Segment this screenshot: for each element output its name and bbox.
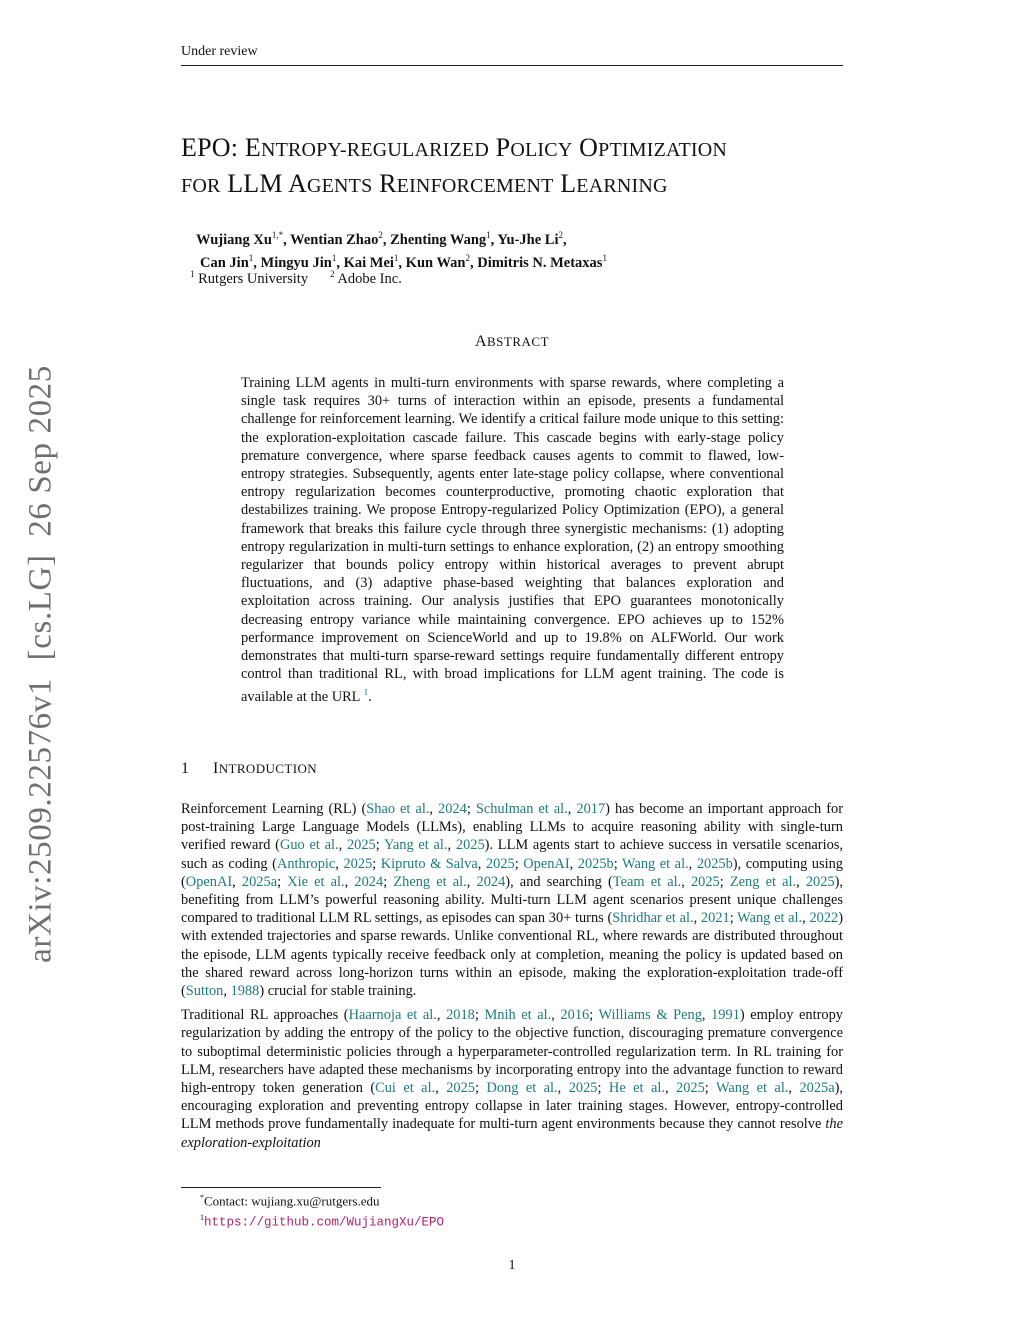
citation-link[interactable]: Anthropic (276, 855, 336, 872)
citation-link[interactable]: 2025a (241, 873, 278, 890)
author-affiliation-mark: 1 (393, 252, 399, 263)
running-head: Under review (181, 44, 258, 59)
citation-link[interactable]: 2025 (346, 837, 376, 854)
abstract-text: Training LLM agents in multi-turn environments with sparse rewards, where completing a single task requires 30+ turns of interaction within an episode, presents a fundamental challenge for reinforcement learning. We identify a critical failure mode unique to this setting: the exploration-exploitation cascade failure. This cascade begins with early-stage policy premature convergence, where sparse feedback causes agents to commit to flawed, low-entropy strategies. Subsequently, agents enter late-stage policy collapse, where conventional entropy regularization becomes counterproductive, promoting chaotic exploration that destabilizes training. We propose Entropy-regularized Policy Optimization (EPO), a general framework that breaks this failure cycle through three synergistic mechanisms: (1) adopting entropy regularization in multi-turn settings to enhance exploration, (2) an entropy smoothing regularizer that bounds policy entropy within historical averages to prevent abrupt fluctuations, and (3) adaptive phase-based weighting that balances exploration and exploitation across training. Our analysis justifies that EPO guarantees monotonically decreasing entropy variance while maintaining convergence. EPO achieves up to 152% performance improvement on ScienceWorld and up to 19.8% on ALFWorld. Our work demonstrates that multi-turn sparse-reward settings require fundamentally different entropy control than traditional RL, with broad implications for LLM agent training. The code is available at the URL $^1$. (241, 375, 784, 706)
affiliation-mark: 1 (190, 269, 195, 279)
citation-link[interactable]: Xie et al. (287, 873, 345, 890)
citation-link[interactable]: 2025 (446, 1080, 475, 1097)
author-line-2: Can Jin$^1$, Mingyu Jin$^1$, Kai Mei$^1$, Kun Wan$^2$, Dimitris N. Metaxas$^1$ (200, 252, 607, 271)
citation-link[interactable]: Haarnoja et al. (348, 1007, 437, 1024)
citation-link[interactable]: 2024 (476, 873, 506, 890)
author-affiliation-mark: 1 (486, 230, 491, 240)
author-affiliation-mark: 1 (602, 252, 607, 263)
citation-link[interactable]: He et al. (608, 1080, 665, 1097)
affiliations (190, 265, 424, 288)
citation-link[interactable]: Team et al. (612, 873, 682, 890)
footnotes (200, 1189, 444, 1232)
citation-link[interactable]: Mnih et al. (484, 1007, 552, 1024)
header-rule (181, 65, 843, 66)
citation-link[interactable]: 2024 (438, 801, 467, 817)
citation-link[interactable]: OpenAI (185, 873, 233, 890)
title-line-2: FOR LLM AGENTS REINFORCEMENT LEARNING (181, 169, 668, 198)
author-affiliation-mark: 2 (465, 252, 470, 263)
footnote-rule (181, 1187, 381, 1188)
citation-link[interactable]: 2025 (485, 855, 515, 872)
citation-link[interactable]: Cui et al. (375, 1080, 436, 1097)
citation-link[interactable]: 2025 (455, 837, 485, 854)
footnote-marker: 1 (363, 687, 369, 698)
citation-link[interactable]: Yang et al. (383, 837, 448, 854)
author-name: Kun Wan (405, 254, 466, 271)
title-line-1: EPO: ENTROPY-REGULARIZED POLICY OPTIMIZATION (181, 133, 728, 162)
citation-link[interactable]: 2025 (805, 873, 835, 890)
footnote-contact: *Contact: wujiang.xu@rutgers.edu (200, 1193, 380, 1209)
citation-link[interactable]: 2022 (809, 910, 839, 927)
citation-link[interactable]: 2021 (700, 910, 730, 927)
citation-link[interactable]: Zeng et al. (729, 873, 797, 890)
citation-link[interactable]: Guo et al. (279, 837, 339, 854)
author-affiliation-mark: 1,* (271, 230, 284, 240)
author-affiliation-mark: 1 (331, 252, 337, 263)
introduction-body (181, 800, 843, 1158)
citation-link[interactable]: 2025b (577, 855, 614, 872)
author-affiliation-mark: 2 (378, 230, 383, 240)
author-name: Wentian Zhao (290, 231, 379, 248)
citation-link[interactable]: Wang et al. (622, 855, 689, 872)
paper-title (181, 131, 881, 203)
citation-link[interactable]: 2025 (676, 1080, 705, 1097)
paragraph: Reinforcement Learning (RL) (Shao et al., 2024; Schulman et al., 2017) has become an important approach for post-training Large Language Models (LLMs), enabling LLMs to acquire reasoning ability with single-turn verified reward (Guo et al., 2025; Yang et al., 2025). LLM agents start to achieve success in versatile scenarios, such as coding (Anthropic, 2025; Kipruto & Salva, 2025; OpenAI, 2025b; Wang et al., 2025b), computing using (OpenAI, 2025a; Xie et al., 2024; Zheng et al., 2024), and searching (Team et al., 2025; Zeng et al., 2025), benefiting from LLM’s powerful reasoning ability. Multi-turn LLM agent scenarios present unique challenges compared to traditional LLM RL settings, as episodes can span 30+ turns (Shridhar et al., 2021; Wang et al., 2022) with extended trajectories and sparse rewards. Unlike conventional RL, where rewards are distributed throughout the episode, LLM agents typically receive feedback only at completion, meaning the policy is updated based on the shared reward across long-horizon turns within an episode, making the exploration-exploitation trade-off (Sutton, 1988) crucial for stable training. (181, 801, 844, 1000)
affiliation-mark: 2 (330, 269, 335, 279)
citation-link[interactable]: 2025 (343, 855, 373, 872)
author-line-1: Wujiang $Xu^{1,*}$, Wentian Zhao$^2$, Zhenting Wang$^1$, Yu-Jhe Li$^2$, (196, 230, 567, 248)
citation-link[interactable]: Shridhar et al. (612, 910, 694, 927)
author-affiliation-mark: 1 (248, 252, 254, 263)
citation-link[interactable]: 2017 (576, 801, 606, 817)
emphasis-text: the exploration-exploitation (181, 1116, 843, 1151)
author-name: Dimitris N. Metaxas (477, 254, 603, 271)
section-heading-introduction: 1 INTRODUCTION (181, 760, 318, 777)
page-number: 1 (508, 1258, 516, 1273)
citation-link[interactable]: 2018 (446, 1007, 475, 1024)
author-name: Can Jin (200, 254, 249, 271)
citation-link[interactable]: Schulman et al. (475, 801, 568, 817)
paragraph: Traditional RL approaches (Haarnoja et al., 2018; Mnih et al., 2016; Williams & Peng, 1991) employ entropy regularization by adding the entropy of the policy to the objective function, discouraging premature convergence to suboptimal deterministic policies through a hyperparameter-controlled regularization term. In RL training for LLM, researchers have adapted these mechanisms by incorporating entropy into the advantage function to reward high-entropy token generation (Cui et al., 2025; Dong et al., 2025; He et al., 2025; Wang et al., 2025a), encouraging exploration and preventing entropy collapse in later training stages. However, entropy-controlled LLM methods prove fundamentally inadequate for multi-turn agent environments because they cannot resolve the exploration-exploitation (181, 1007, 844, 1151)
citation-link[interactable]: Zheng et al. (393, 873, 467, 890)
author-name: Wujiang Xu (196, 231, 272, 248)
citation-link[interactable]: OpenAI (523, 855, 570, 872)
citation-link[interactable]: 1991 (711, 1007, 740, 1024)
author-name: Kai Mei (343, 254, 394, 271)
citation-link[interactable]: 1988 (230, 983, 260, 1000)
author-name: Mingyu Jin (260, 254, 332, 271)
citation-link[interactable]: Williams & Peng (598, 1007, 702, 1024)
citation-link[interactable]: Kipruto & Salva (380, 855, 478, 872)
citation-link[interactable]: 2025a (799, 1080, 835, 1097)
affiliation-name: Rutgers University (194, 270, 309, 287)
citation-link[interactable]: 2024 (354, 873, 384, 890)
citation-link[interactable]: 2025b (696, 855, 733, 872)
citation-link[interactable]: Wang et al. (715, 1080, 789, 1097)
code-url-link[interactable]: https://github.com/WujiangXu/EPO (204, 1215, 445, 1230)
citation-link[interactable]: Dong et al. (486, 1080, 558, 1097)
footnote-code-url: $^1$https://github.com/WujiangXu/EPO (200, 1213, 445, 1230)
arxiv-identifier: arXiv:2509.22576v1 [cs.LG] 26 Sep 2025 (22, 365, 59, 963)
citation-link[interactable]: 2025 (690, 873, 720, 890)
author-name: Zhenting Wang (390, 231, 487, 248)
author-name: Yu-Jhe Li (497, 231, 559, 248)
affiliation-name: Adobe Inc. (334, 270, 402, 287)
citation-link[interactable]: Shao et al. (366, 801, 430, 817)
abstract-heading: ABSTRACT (474, 333, 550, 350)
citation-link[interactable]: Wang et al. (737, 910, 803, 927)
citation-link[interactable]: Sutton (185, 983, 224, 1000)
citation-link[interactable]: 2025 (568, 1080, 598, 1097)
author-affiliation-mark: 2 (558, 230, 563, 240)
citation-link[interactable]: 2016 (560, 1007, 590, 1024)
